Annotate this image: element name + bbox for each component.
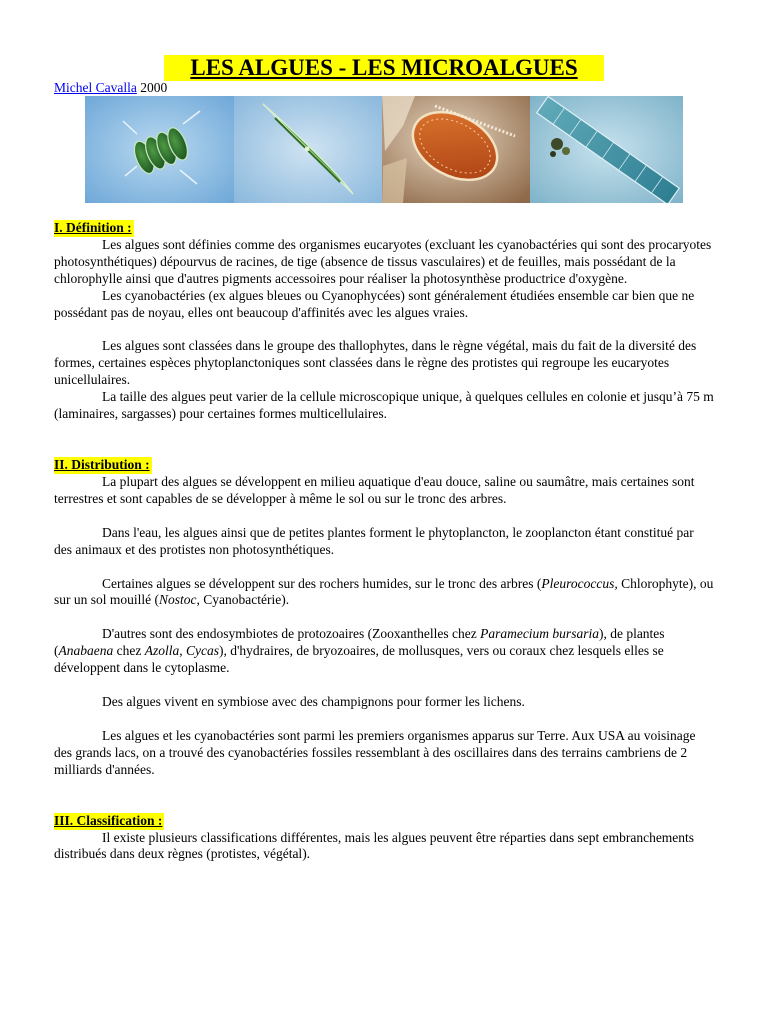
paragraph: Les algues et les cyanobactéries sont parmi les premiers organismes apparus sur Terre. Aux USA au voisinage des grands lacs, on a trouvé des cyanobactéries fossiles ressemblant à des oscillaires dans des terrains cambriens de 2 milliards d'années. [54,727,696,777]
paragraph: La plupart des algues se développent en milieu aquatique d'eau douce, saline ou saumâtre, mais certaines sont terrestres et sont capables de se développer à même le sol ou sur le tronc des arbres. [54,473,695,506]
paragraph: Les cyanobactéries (ex algues bleues ou Cyanophycées) sont généralement étudiées ensemble car bien que ne possédant pas de noyau, elles ont beaucoup d'affinités avec les algues vraies. [54,287,695,320]
closterium-cell-icon [234,96,382,203]
section-heading-distribution: II. Distribution : [54,456,150,472]
section-heading-definition: I. Définition : [54,220,132,235]
section-heading-classification: III. Classification : [54,812,163,828]
page-title: LES ALGUES - LES MICROALGUES [164,55,604,81]
photo-strip [85,96,683,203]
document-body [54,220,714,863]
diatom-cell-icon [382,96,530,203]
paragraph: D'autres sont des endosymbiotes de protozoaires (Zooxanthelles chez Paramecium bursaria), de plantes (Anabaena chez Azolla, Cycas), d'hydraires, de bryozoaires, de mollusques, vers ou coraux chez lesquels elles se développent dans le cytoplasme. [54,626,665,676]
desmid-colony-icon [85,96,234,203]
filament-cell-icon [530,96,683,203]
author-year: 2000 [136,80,168,95]
paragraph: Des algues vivent en symbiose avec des champignons pour former les lichens. [102,694,525,710]
author-link[interactable]: Michel Cavalla [54,80,137,95]
paragraph: La taille des algues peut varier de la cellule microscopique unique, à quelques cellules en colonie et jusqu’à 75 m (laminaires, sargasses) pour certaines formes multicellulaires. [54,389,714,422]
author-line [54,80,167,96]
paragraph: Il existe plusieurs classifications différentes, mais les algues peuvent être réparties dans sept embranchements distribués dans deux règnes (protistes, végétal). [54,829,695,862]
paragraph: Certaines algues se développent sur des rochers humides, sur le tronc des arbres (Pleurococcus, Chlorophyte), ou sur un sol mouillé (Nostoc, Cyanobactérie). [54,575,714,608]
paragraph: Les algues sont définies comme des organismes eucaryotes (excluant les cyanobactéries qui sont des procaryotes photosynthétiques) dépourvus de racines, de tige (absence de tissus vasculaires) et de feuilles, mais possédant de la chlorophylle ainsi que d'autres pigments accessoires pour réaliser la photosynthèse productrice d'oxygène. [54,236,712,286]
paragraph: Les algues sont classées dans le groupe des thallophytes, dans le règne végétal, mais du fait de la diversité des formes, certaines espèces phytoplanctoniques sont classées dans le règne des protistes qui regroupe les eucaryotes unicellulaires. [54,338,697,388]
paragraph: Dans l'eau, les algues ainsi que de petites plantes forment le phytoplancton, le zooplancton étant constitué par des animaux et des protistes non photosynthétiques. [54,524,694,557]
